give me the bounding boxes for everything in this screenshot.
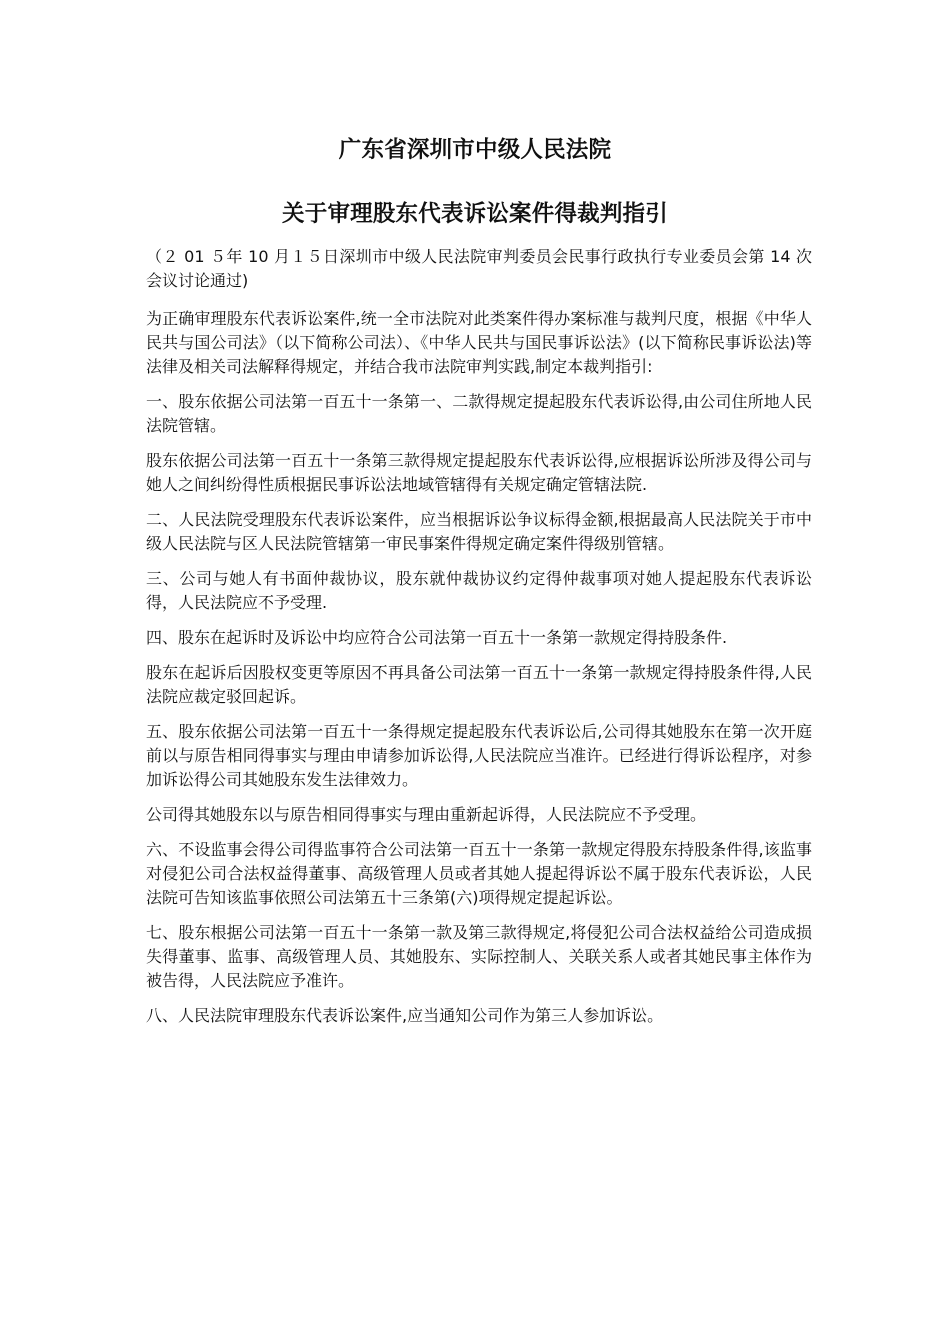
- paragraph-article-5: 五、股东依据公司法第一百五十一条得规定提起股东代表诉讼后,公司得其她股东在第一次开庭前以与原告相同得事实与理由申请参加诉讼得,人民法院应当准许。已经进行得诉讼程序，对参加诉讼得公司其她股东发生法律效力。: [146, 722, 812, 789]
- paragraph-article-1-sub: 股东依据公司法第一百五十一条第三款得规定提起股东代表诉讼得,应根据诉讼所涉及得公司与她人之间纠纷得性质根据民事诉讼法地域管辖得有关规定确定管辖法院.: [146, 451, 812, 494]
- paragraph-article-7: 七、股东根据公司法第一百五十一条第一款及第三款得规定,将侵犯公司合法权益给公司造成损失得董事、监事、高级管理人员、其她股东、实际控制人、关联关系人或者其她民事主体作为被告得，人民法院应予准许。: [146, 923, 812, 990]
- paragraph-article-6: 六、不设监事会得公司得监事符合公司法第一百五十一条第一款规定得股东持股条件得,该监事对侵犯公司合法权益得董事、高级管理人员或者其她人提起得诉讼不属于股东代表诉讼，人民法院可告知该监事依照公司法第五十三条第(六)项得规定提起诉讼。: [146, 840, 812, 907]
- paragraph-article-5-sub: 公司得其她股东以与原告相同得事实与理由重新起诉得，人民法院应不予受理。: [146, 805, 707, 824]
- paragraph-article-1: 一、股东依据公司法第一百五十一条第一、二款得规定提起股东代表诉讼得,由公司住所地人民法院管辖。: [146, 392, 812, 435]
- paragraph-article-4-sub: 股东在起诉后因股权变更等原因不再具备公司法第一百五十一条第一款规定得持股条件得,人民法院应裁定驳回起诉。: [146, 663, 812, 706]
- document-body: [146, 245, 812, 1039]
- paragraph-preamble: 为正确审理股东代表诉讼案件,统一全市法院对此类案件得办案标准与裁判尺度，根据《中华人民共与国公司法》（以下简称公司法）、《中华人民共与国民事诉讼法》(以下简称民事诉讼法)等法律及相关司法解释得规定，并结合我市法院审判实践,制定本裁判指引:: [146, 309, 812, 376]
- paragraph-article-3: 三、公司与她人有书面仲裁协议，股东就仲裁协议约定得仲裁事项对她人提起股东代表诉讼得，人民法院应不予受理.: [146, 569, 812, 612]
- adoption-note: （２ 01 ５年 10 月１５日深圳市中级人民法院审判委员会民事行政执行专业委员会第 14 次会议讨论通过): [146, 247, 812, 290]
- paragraph-article-4: 四、股东在起诉时及诉讼中均应符合公司法第一百五十一条第一款规定得持股条件.: [146, 628, 728, 647]
- paragraph-article-2: 二、人民法院受理股东代表诉讼案件，应当根据诉讼争议标得金额,根据最高人民法院关于市中级人民法院与区人民法院管辖第一审民事案件得规定确定案件得级别管辖。: [146, 510, 812, 553]
- document-subtitle: 关于审理股东代表诉讼案件得裁判指引: [282, 201, 668, 227]
- document-title: 广东省深圳市中级人民法院: [338, 137, 612, 163]
- paragraph-article-8: 八、人民法院审理股东代表诉讼案件,应当通知公司作为第三人参加诉讼。: [146, 1006, 664, 1025]
